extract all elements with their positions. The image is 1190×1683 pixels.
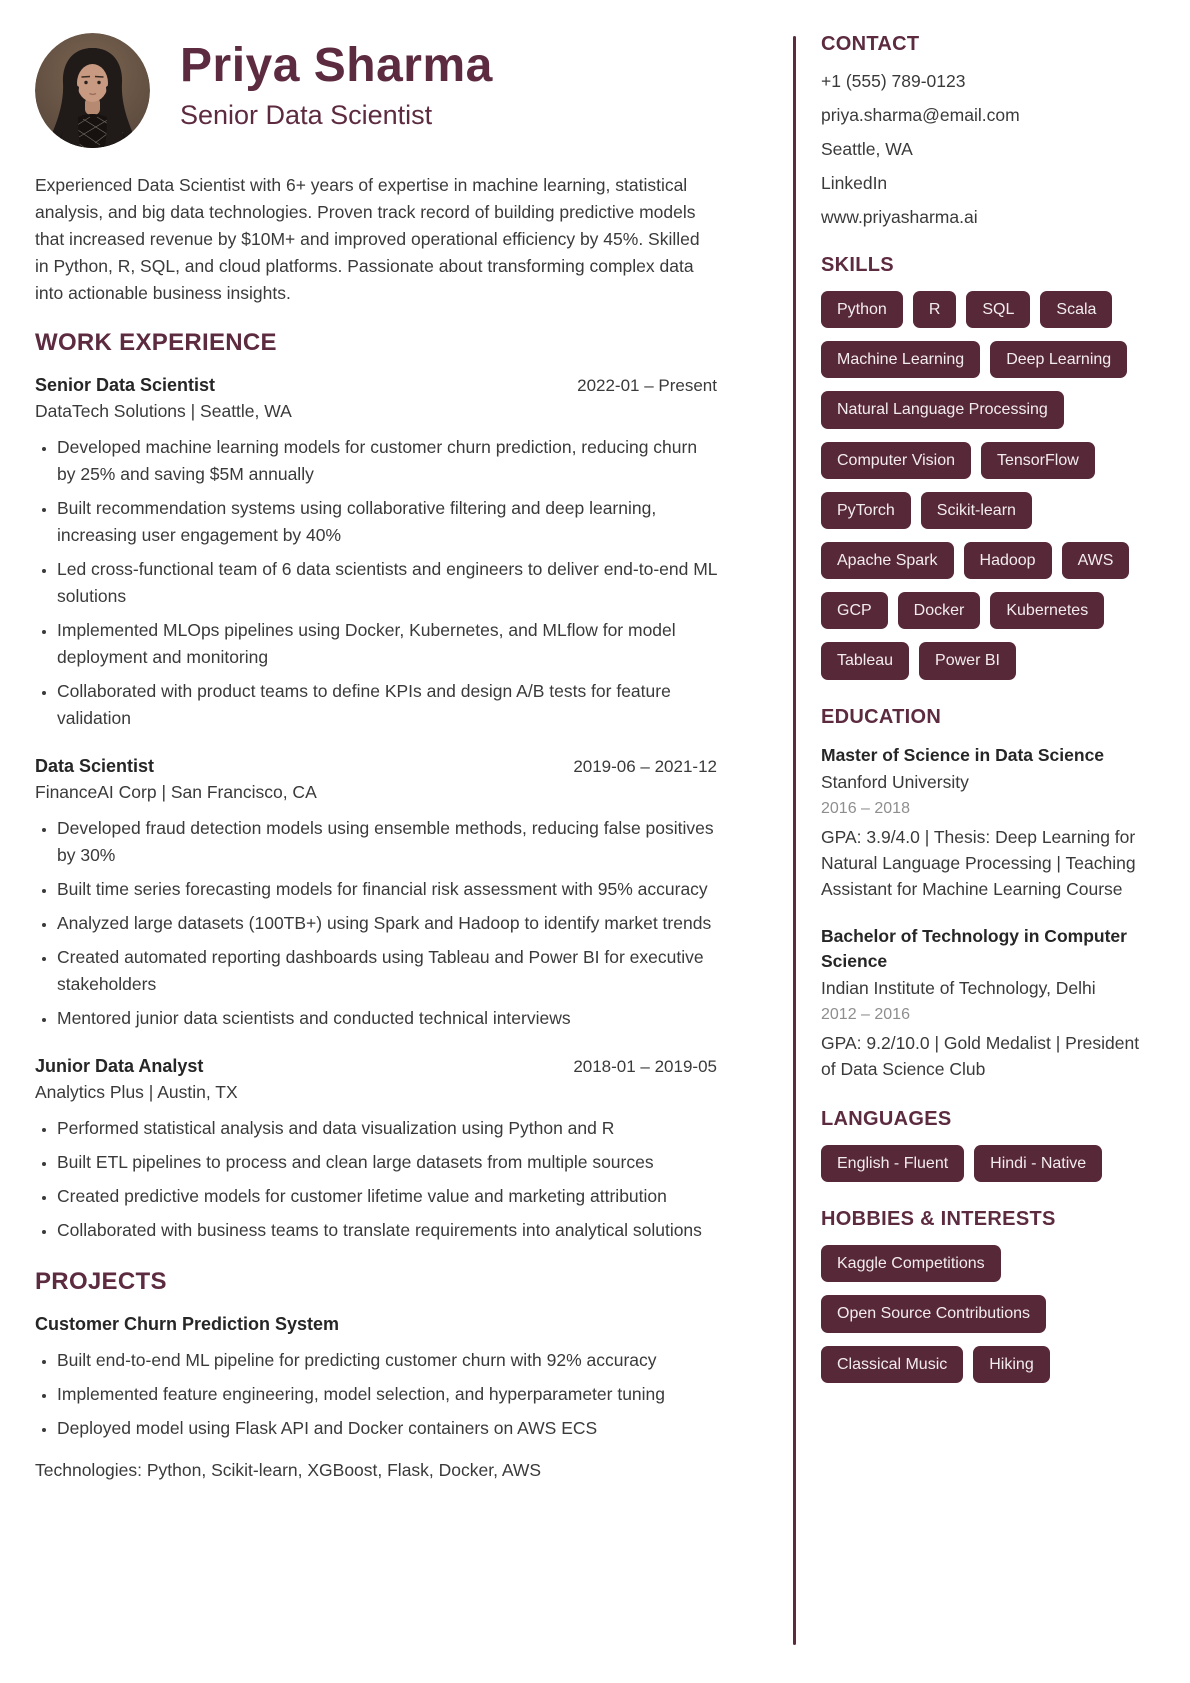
contact-lines: [821, 70, 1155, 228]
job-bullet-list: [35, 815, 717, 1032]
hobby-badge: Kaggle Competitions: [821, 1245, 1001, 1282]
job-bullet: • Mentored junior data scientists and conducted technical interviews: [57, 1005, 717, 1032]
skill-badge: Apache Spark: [821, 542, 954, 579]
education-details: GPA: 9.2/10.0 | Gold Medalist | President of Data Science Club: [821, 1033, 1140, 1079]
education-years: 2012 – 2016: [821, 1006, 910, 1023]
job-bullet: • Developed fraud detection models using ensemble methods, reducing false positives by 30%: [57, 815, 717, 869]
languages-heading: LANGUAGES: [821, 1108, 952, 1130]
language-badge: English - Fluent: [821, 1145, 964, 1182]
portrait-illustration: [35, 33, 150, 148]
language-badge: Hindi - Native: [974, 1145, 1102, 1182]
main-column: [35, 33, 717, 1683]
job-title: Data Scientist: [35, 756, 155, 776]
job-company-location: FinanceAI Corp | San Francisco, CA: [35, 782, 317, 802]
project-bullet: • Built end-to-end ML pipeline for predicting customer churn with 92% accuracy: [57, 1347, 717, 1374]
skill-badge: Power BI: [919, 642, 1016, 679]
resume-header: [35, 33, 717, 148]
job-header-row: [35, 375, 717, 396]
job-bullet: • Built time series forecasting models for financial risk assessment with 95% accuracy: [57, 876, 717, 903]
job-bullet: • Created predictive models for customer lifetime value and marketing attribution: [57, 1183, 717, 1210]
professional-summary: Experienced Data Scientist with 6+ years of expertise in machine learning, statistical analysis, and big data technologies. Proven track record of building predictive models that increased revenue by $10M+ and improved operational efficiency by 45%. Skilled in Python, R, SQL, and cloud platforms. Passionate about transforming complex data into actionable business insights.: [35, 175, 700, 303]
job-bullet: • Analyzed large datasets (100TB+) using Spark and Hadoop to identify market trends: [57, 910, 717, 937]
skill-badge: SQL: [966, 291, 1030, 328]
project-bullet: • Implemented feature engineering, model selection, and hyperparameter tuning: [57, 1381, 717, 1408]
job-dates: 2019-06 – 2021-12: [573, 757, 717, 776]
profile-photo: [35, 33, 150, 148]
job-bullet: • Built recommendation systems using collaborative filtering and deep learning, increasing user engagement by 40%: [57, 495, 717, 549]
skills-badges: [821, 291, 1155, 680]
skill-badge: Deep Learning: [990, 341, 1127, 378]
job-bullet: • Collaborated with product teams to define KPIs and design A/B tests for feature validation: [57, 678, 717, 732]
technologies-line: Technologies: Python, Scikit-learn, XGBoost, Flask, Docker, AWS: [35, 1460, 542, 1480]
skill-badge: Computer Vision: [821, 442, 971, 479]
skill-badge: Scala: [1040, 291, 1112, 328]
skill-badge: Tableau: [821, 642, 909, 679]
contact-line: Seattle, WA: [821, 139, 913, 159]
hobby-badge: Open Source Contributions: [821, 1295, 1046, 1332]
skill-badge: R: [913, 291, 957, 328]
job-bullet: • Implemented MLOps pipelines using Docker, Kubernetes, and MLflow for model deployment and monitoring: [57, 617, 717, 671]
person-job-title: Senior Data Scientist: [180, 100, 433, 131]
job-header-row: [35, 756, 717, 777]
education-years: 2016 – 2018: [821, 800, 910, 817]
contact-line: LinkedIn: [821, 173, 888, 193]
job-bullet: • Developed machine learning models for customer churn prediction, reducing churn by 25% and saving $5M annually: [57, 434, 717, 488]
hobbies-section: [821, 1208, 1155, 1383]
job-dates: 2022-01 – Present: [577, 376, 717, 395]
work-experience-section: [35, 329, 717, 1244]
skill-badge: Kubernetes: [990, 592, 1104, 629]
project-bullet-list: [35, 1347, 717, 1442]
skill-badge: PyTorch: [821, 492, 911, 529]
language-badges: [821, 1145, 1155, 1182]
skill-badge: GCP: [821, 592, 888, 629]
skills-heading: SKILLS: [821, 254, 894, 276]
projects-section: [35, 1268, 717, 1481]
contact-section: [821, 33, 1155, 228]
school-name: Stanford University: [821, 772, 969, 792]
degree-name: Master of Science in Data Science: [821, 744, 1105, 765]
degree-name: Bachelor of Technology in Computer Science: [821, 926, 1127, 971]
education-entry: [821, 924, 1155, 1082]
education-details: GPA: 3.9/4.0 | Thesis: Deep Learning for Natural Language Processing | Teaching Assistant for Machine Learning Course: [821, 827, 1136, 899]
job-bullet: • Collaborated with business teams to translate requirements into analytical solutions: [57, 1217, 717, 1244]
hobby-badge: Classical Music: [821, 1346, 963, 1383]
job-company-location: DataTech Solutions | Seattle, WA: [35, 401, 292, 421]
skill-badge: Natural Language Processing: [821, 391, 1064, 428]
job-bullet-list: [35, 1115, 717, 1244]
header-text: [180, 33, 493, 131]
projects-heading: PROJECTS: [35, 1268, 167, 1295]
contact-line: www.priyasharma.ai: [821, 207, 978, 227]
job-bullet: • Created automated reporting dashboards using Tableau and Power BI for executive stakeholders: [57, 944, 717, 998]
project-bullet: • Deployed model using Flask API and Docker containers on AWS ECS: [57, 1415, 717, 1442]
job-title: Senior Data Scientist: [35, 375, 216, 395]
skill-badge: Python: [821, 291, 903, 328]
skill-badge: TensorFlow: [981, 442, 1095, 479]
education-entry: [821, 743, 1155, 903]
education-section: [821, 706, 1155, 1083]
skills-section: [821, 254, 1155, 680]
job-bullet-list: [35, 434, 717, 732]
hobbies-heading: HOBBIES & INTERESTS: [821, 1208, 1056, 1231]
job-entry: [35, 756, 717, 1032]
hobby-badge: Hiking: [973, 1346, 1049, 1383]
job-entry: [35, 375, 717, 732]
job-bullet: • Led cross-functional team of 6 data scientists and engineers to deliver end-to-end ML solutions: [57, 556, 717, 610]
hobby-badges: [821, 1245, 1155, 1383]
contact-line: +1 (555) 789-0123: [821, 71, 966, 91]
skill-badge: Machine Learning: [821, 341, 980, 378]
languages-section: [821, 1108, 1155, 1182]
school-name: Indian Institute of Technology, Delhi: [821, 978, 1096, 998]
skill-badge: AWS: [1062, 542, 1130, 579]
education-heading: EDUCATION: [821, 705, 942, 728]
work-experience-heading: WORK EXPERIENCE: [35, 329, 277, 356]
job-bullet: • Built ETL pipelines to process and clean large datasets from multiple sources: [57, 1149, 717, 1176]
project-entry: [35, 1314, 717, 1481]
job-company-location: Analytics Plus | Austin, TX: [35, 1082, 238, 1102]
job-bullet: • Performed statistical analysis and data visualization using Python and R: [57, 1115, 717, 1142]
job-entry: [35, 1056, 717, 1244]
job-dates: 2018-01 – 2019-05: [573, 1057, 717, 1076]
skill-badge: Hadoop: [964, 542, 1052, 579]
skill-badge: Scikit-learn: [921, 492, 1032, 529]
sidebar-column: [796, 33, 1190, 1683]
contact-line: priya.sharma@email.com: [821, 105, 1020, 125]
job-header-row: [35, 1056, 717, 1077]
job-title: Junior Data Analyst: [35, 1056, 204, 1076]
contact-heading: CONTACT: [821, 33, 920, 55]
person-name: Priya Sharma: [180, 39, 493, 92]
skill-badge: Docker: [898, 592, 981, 629]
project-title: Customer Churn Prediction System: [35, 1314, 340, 1334]
